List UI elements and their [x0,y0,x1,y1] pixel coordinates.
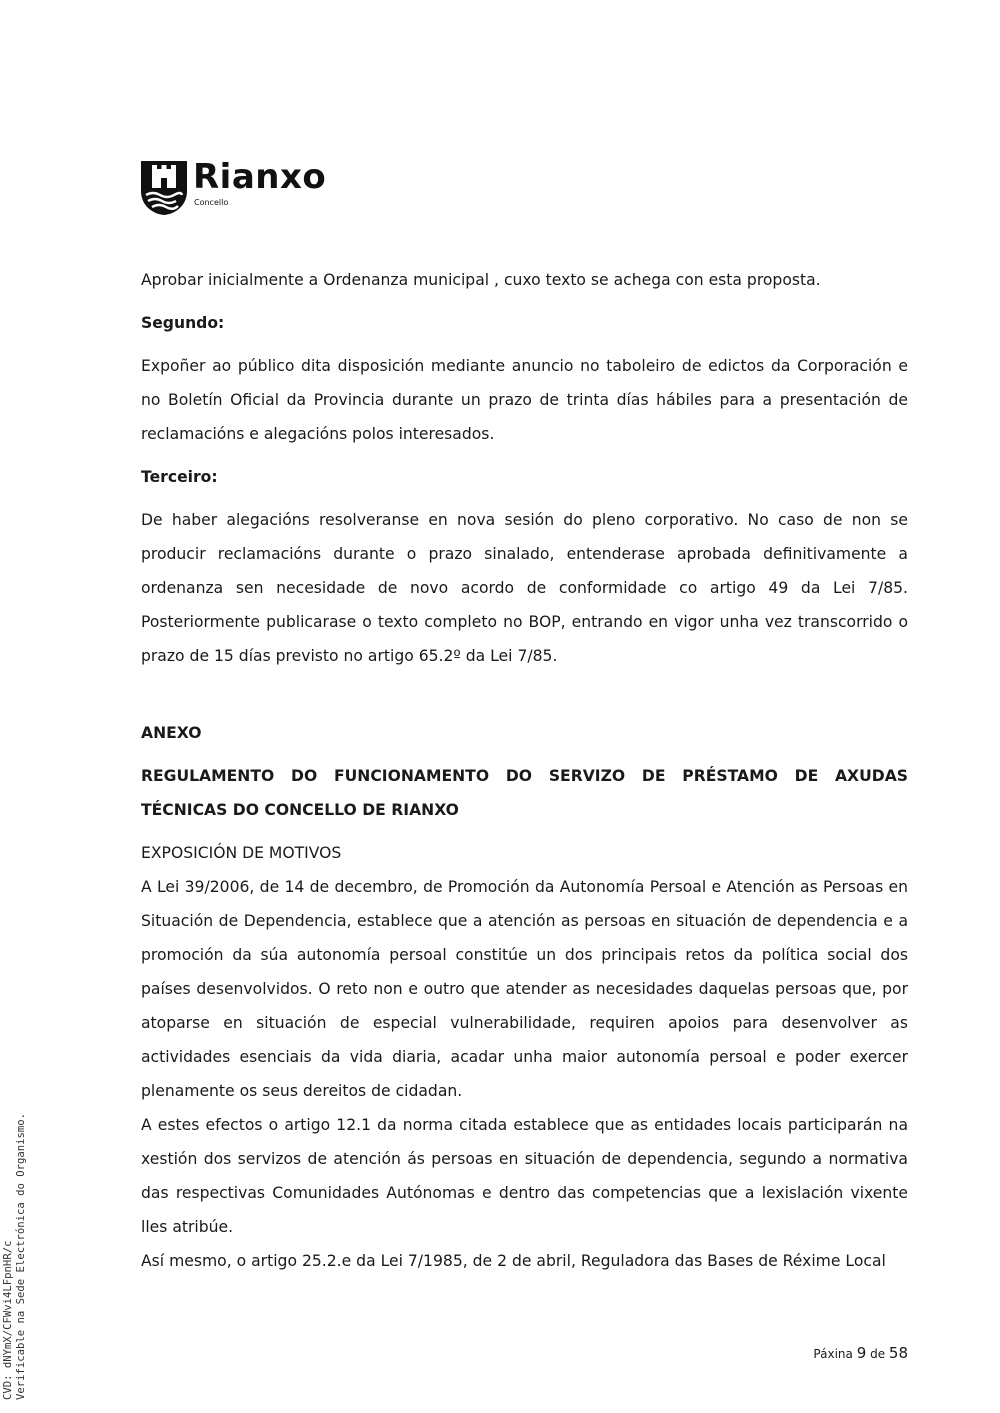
paragraph-exposure: Expoñer ao público dita disposición mediante anuncio no taboleiro de edictos da Corporación e no Boletín Oficial da Provincia durante un prazo de trinta días hábiles para a presentación de reclamacións e alegacións polos interesados. [141,357,908,443]
heading-regulamento: REGULAMENTO DO FUNCIONAMENTO DO SERVIZO DE PRÉSTAMO DE AXUDAS TÉCNICAS DO CONCELLO DE RIANXO [141,767,908,819]
paragraph-artigo-25: Así mesmo, o artigo 25.2.e da Lei 7/1985, de 2 de abril, Reguladora das Bases de Réxime Local [141,1252,886,1270]
paragraph-lei-39-2006: A Lei 39/2006, de 14 de decembro, de Promoción da Autonomía Persoal e Atención as Persoas en Situación de Dependencia, establece que a atención as persoas en situación de dependencia e a promoción da súa autonomía persoal constitúe un dos principais retos da política social dos países desenvolvidos. O reto non e outro que atender as necesidades daquelas persoas que, por atoparse en situación de especial vulnerabilidade, requiren apoios para desenvolver as actividades esenciais da vida diaria, acadar unha maior autonomía persoal e poder exercer plenamente os seus dereitos de cidadan. [141,878,908,1100]
verification-note: Verificable na Sede Electrónica do Organismo. [15,1112,27,1400]
heading-anexo: ANEXO [141,724,202,742]
paragraph-allegations: De haber alegacións resolveranse en nova sesión do pleno corporativo. No caso de non se producir reclamacións durante o prazo sinalado, entenderase aprobada definitivamente a ordenanza sen necesidade de novo acordo de conformidade co artigo 49 da Lei 7/85. Posteriormente publicarase o texto completo no BOP, entrando en vigor unha vez transcorrido o prazo de 15 días previsto no artigo 65.2º da Lei 7/85. [141,511,908,665]
document-body [141,263,908,1278]
rianxo-logo [141,157,346,217]
page-of-label: de [870,1347,886,1361]
coat-of-arms-icon [141,161,187,215]
logo-wordmark: Rianxo [193,157,327,197]
total-pages: 58 [888,1344,908,1362]
heading-exposicion-motivos: EXPOSICIÓN DE MOTIVOS [141,844,342,862]
verification-sidebar [2,1113,28,1400]
cvd-code: CVD: dNYmX/CFWvi4LFpnHR/c [2,1240,14,1400]
paragraph-artigo-12: A estes efectos o artigo 12.1 da norma citada establece que as entidades locais participarán na xestión dos servizos de atención ás persoas en situación de dependencia, segundo a normativa das respectivas Comunidades Autónomas e dentro das competencias que a lexislación vixente lles atribúe. [141,1116,908,1236]
paragraph-approval: Aprobar inicialmente a Ordenanza municipal , cuxo texto se achega con esta proposta. [141,271,821,289]
logo-subtitle: Concello [194,198,229,207]
heading-terceiro: Terceiro: [141,468,218,486]
page-label: Páxina [813,1347,853,1361]
current-page: 9 [856,1344,867,1362]
heading-segundo: Segundo: [141,314,225,332]
page-number [813,1344,908,1362]
